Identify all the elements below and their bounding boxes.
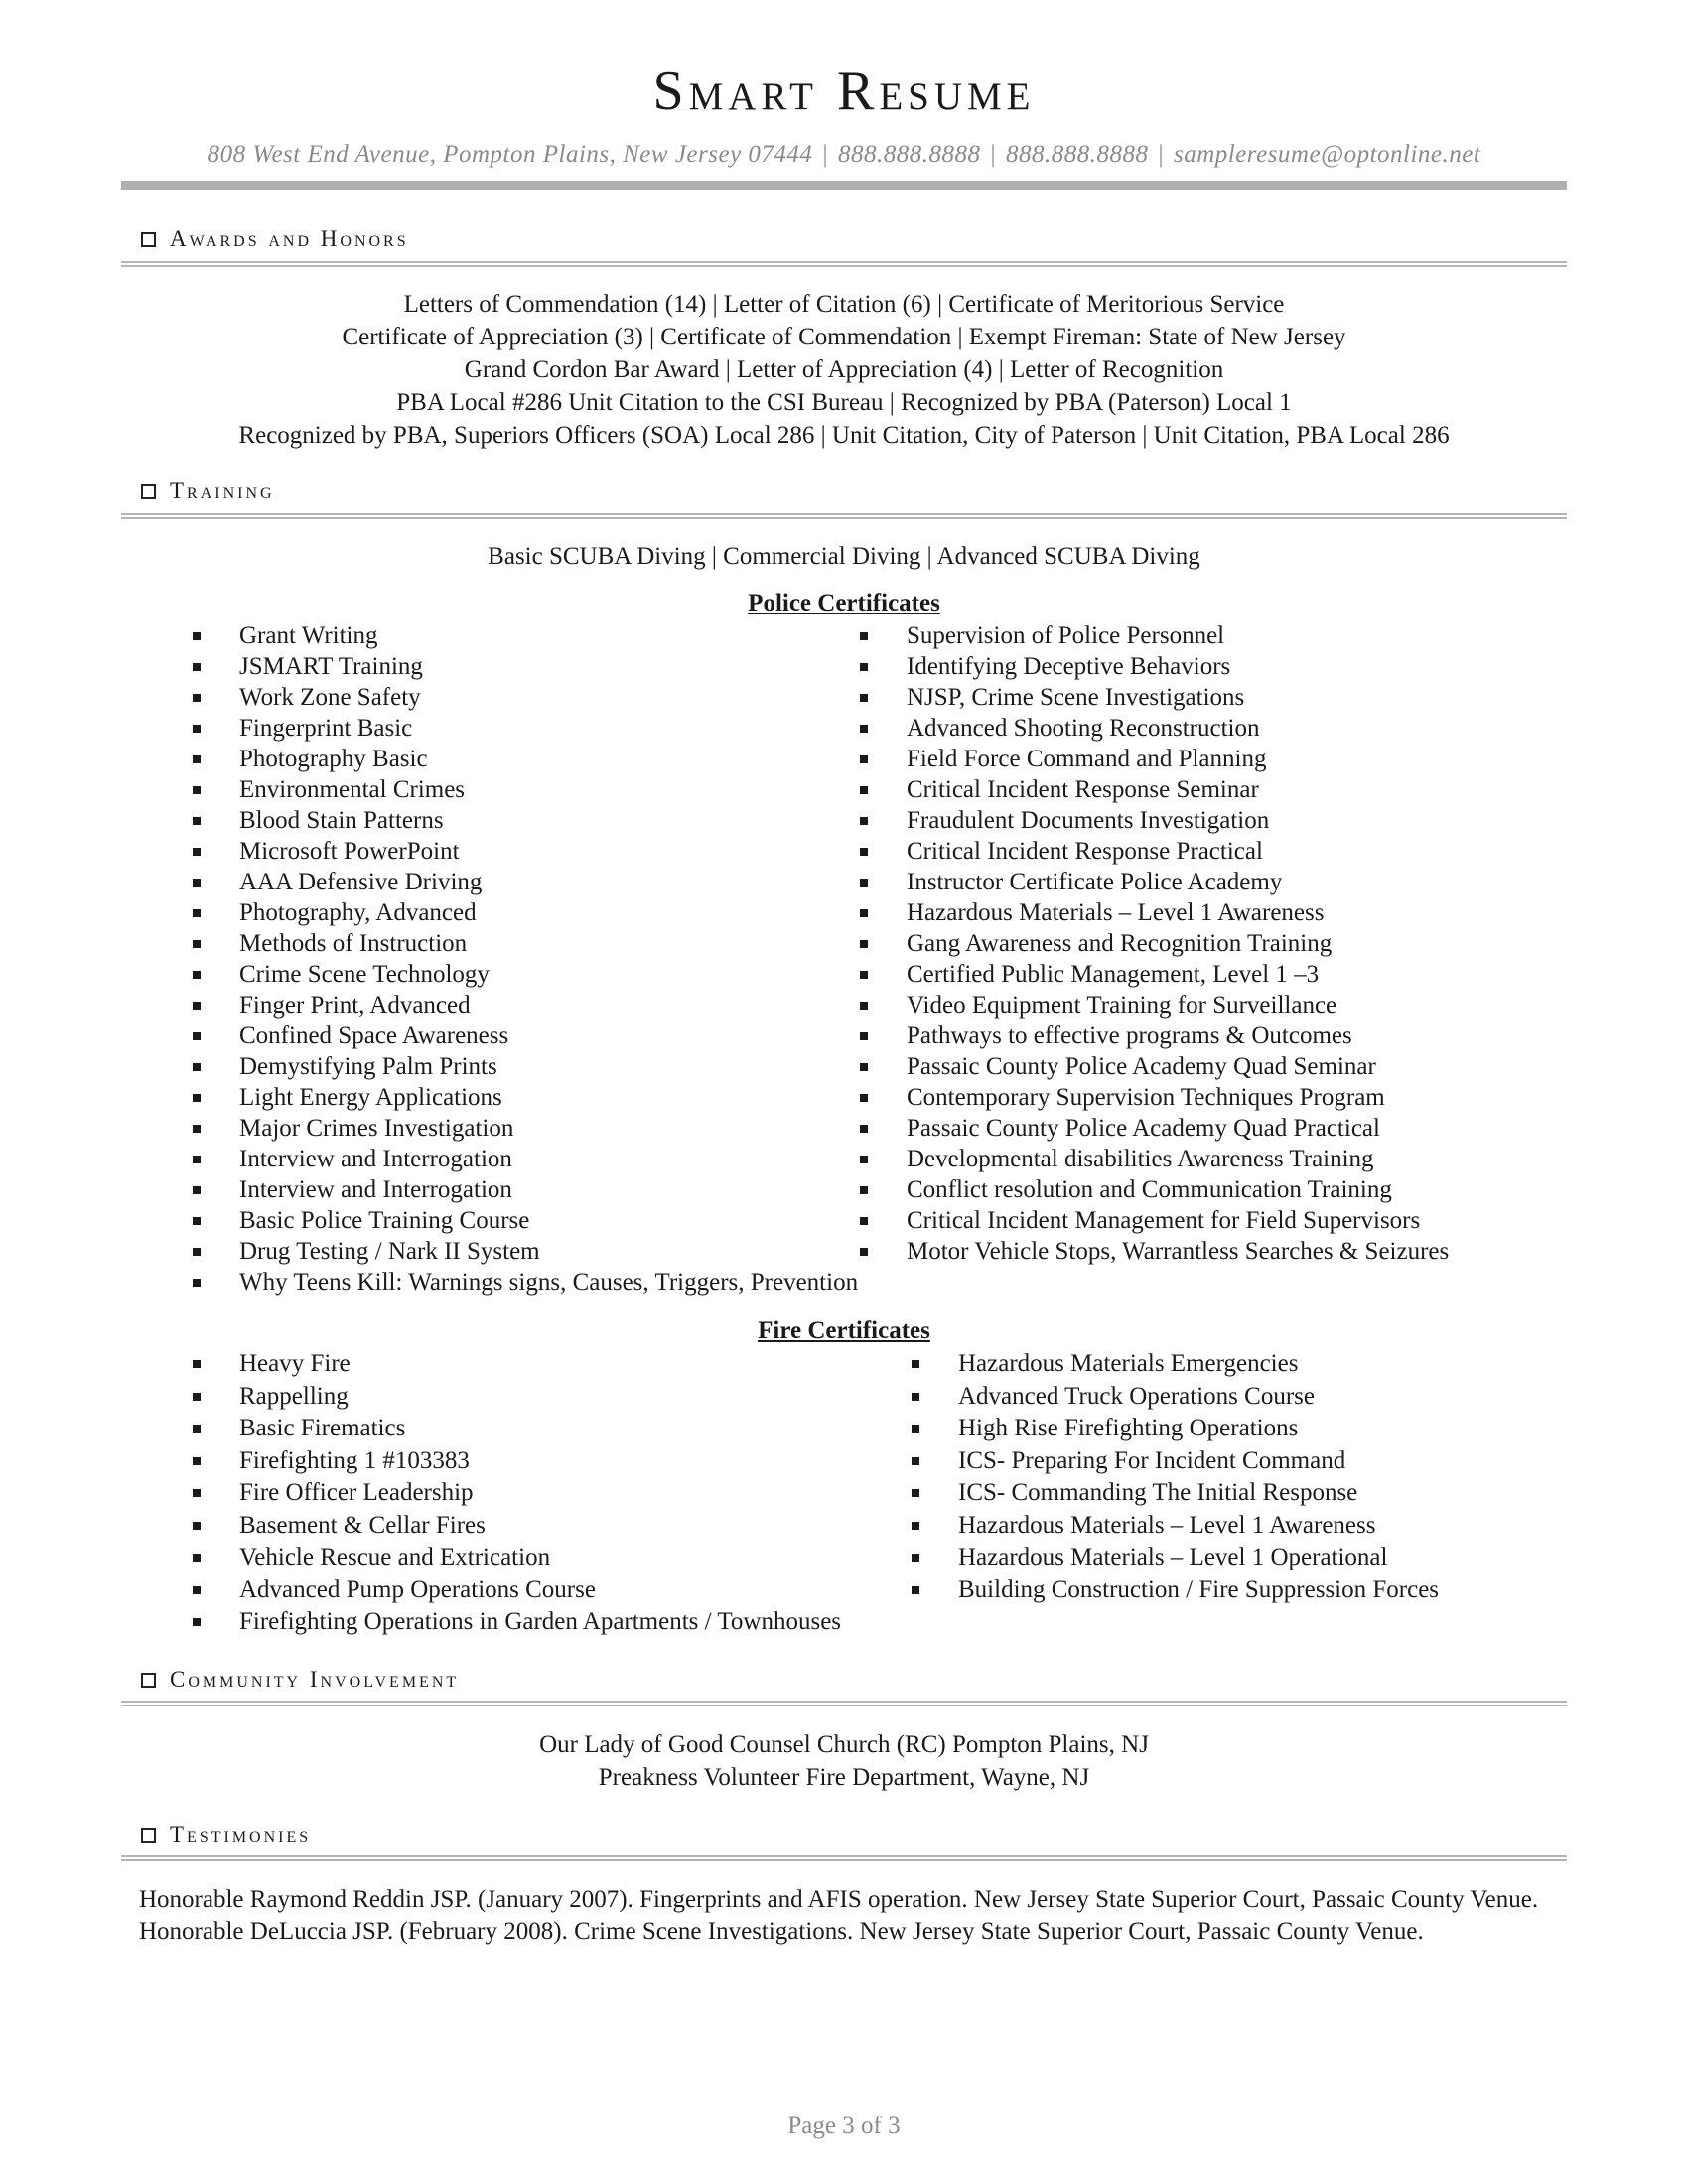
list-item: Fraudulent Documents Investigation <box>860 805 1449 836</box>
awards-divider <box>121 261 1567 267</box>
community-divider <box>121 1701 1567 1706</box>
list-item: Hazardous Materials – Level 1 Operational <box>912 1542 1439 1574</box>
awards-title-text: Awards and Honors <box>170 226 409 251</box>
checkbox-icon <box>141 232 156 247</box>
list-item: Critical Incident Response Seminar <box>860 774 1449 805</box>
list-item: Hazardous Materials – Level 1 Awareness <box>912 1510 1439 1543</box>
separator: | <box>1158 141 1164 168</box>
fire-certificates-right <box>912 1348 1439 1606</box>
awards-line: Letters of Commendation (14) | Letter of Citation (6) | Certificate of Meritorious Service <box>403 291 1285 318</box>
awards-line: Recognized by PBA, Superiors Officers (SOA) Local 286 | Unit Citation, City of Paterson | Unit Citation, PBA Local 286 <box>238 422 1450 449</box>
list-item: Field Force Command and Planning <box>860 744 1449 774</box>
list-item: ICS- Preparing For Incident Command <box>912 1445 1439 1478</box>
community-list <box>0 1728 1688 1794</box>
awards-line: PBA Local #286 Unit Citation to the CSI Bureau | Recognized by PBA (Paterson) Local 1 <box>396 389 1292 416</box>
list-item: Blood Stain Patterns <box>193 805 858 836</box>
list-item: Critical Incident Response Practical <box>860 836 1449 867</box>
list-item: Certified Public Management, Level 1 –3 <box>860 959 1449 990</box>
list-item: Photography, Advanced <box>193 897 858 928</box>
list-item: Interview and Interrogation <box>193 1144 858 1174</box>
list-item: Methods of Instruction <box>193 928 858 959</box>
list-item: Confined Space Awareness <box>193 1021 858 1051</box>
list-item: Environmental Crimes <box>193 774 858 805</box>
training-title-text: Training <box>170 478 275 503</box>
checkbox-icon <box>141 484 156 499</box>
contact-line <box>0 141 1688 169</box>
testimonies-title-text: Testimonies <box>170 1822 312 1846</box>
list-item: Identifying Deceptive Behaviors <box>860 651 1449 682</box>
community-line: Preakness Volunteer Fire Department, Wayne, NJ <box>598 1764 1090 1791</box>
list-item: Interview and Interrogation <box>193 1174 858 1205</box>
community-title-text: Community Involvement <box>170 1667 460 1692</box>
list-item: Passaic County Police Academy Quad Seminar <box>860 1051 1449 1082</box>
list-item: Grant Writing <box>193 620 858 651</box>
list-item: Microsoft PowerPoint <box>193 836 858 867</box>
address: 808 West End Avenue, Pompton Plains, New Jersey 07444 <box>207 141 813 168</box>
police-certificates-right <box>860 620 1449 1267</box>
email-address: sampleresume@optonline.net <box>1173 141 1481 168</box>
list-item: Hazardous Materials Emergencies <box>912 1348 1439 1381</box>
list-item: Crime Scene Technology <box>193 959 858 990</box>
diving-line <box>0 540 1688 573</box>
awards-section-title <box>141 226 409 252</box>
list-item: Vehicle Rescue and Extrication <box>193 1542 841 1574</box>
diving-text: Basic SCUBA Diving | Commercial Diving | Advanced SCUBA Diving <box>488 543 1200 570</box>
fire-certificates-heading: Fire Certificates <box>758 1317 930 1344</box>
list-item: Finger Print, Advanced <box>193 990 858 1021</box>
community-line: Our Lady of Good Counsel Church (RC) Pompton Plains, NJ <box>539 1731 1149 1758</box>
list-item: Video Equipment Training for Surveillance <box>860 990 1449 1021</box>
list-item: Building Construction / Fire Suppression Forces <box>912 1574 1439 1607</box>
list-item: Demystifying Palm Prints <box>193 1051 858 1082</box>
list-item: Basic Firematics <box>193 1413 841 1445</box>
list-item: Passaic County Police Academy Quad Practical <box>860 1113 1449 1144</box>
list-item: Critical Incident Management for Field Supervisors <box>860 1205 1449 1236</box>
list-item: Rappelling <box>193 1381 841 1414</box>
list-item: Basement & Cellar Fires <box>193 1510 841 1543</box>
checkbox-icon <box>141 1828 156 1843</box>
list-item: Contemporary Supervision Techniques Program <box>860 1082 1449 1113</box>
list-item: Advanced Pump Operations Course <box>193 1574 841 1607</box>
awards-list <box>0 288 1688 452</box>
list-item: Firefighting 1 #103383 <box>193 1445 841 1478</box>
list-item: Fingerprint Basic <box>193 713 858 744</box>
list-item: Work Zone Safety <box>193 682 858 713</box>
separator: | <box>990 141 996 168</box>
testimony-item: Honorable DeLuccia JSP. (February 2008). Crime Scene Investigations. New Jersey State Superior Court, Passaic County Venue. <box>139 1918 1424 1945</box>
list-item: ICS- Commanding The Initial Response <box>912 1477 1439 1510</box>
list-item: Motor Vehicle Stops, Warrantless Searches & Seizures <box>860 1236 1449 1267</box>
list-item: Instructor Certificate Police Academy <box>860 867 1449 897</box>
list-item: Hazardous Materials – Level 1 Awareness <box>860 897 1449 928</box>
training-section-title <box>141 478 275 504</box>
list-item: Photography Basic <box>193 744 858 774</box>
list-item: AAA Defensive Driving <box>193 867 858 897</box>
awards-line: Certificate of Appreciation (3) | Certificate of Commendation | Exempt Fireman: State of New Jersey <box>342 324 1346 350</box>
resume-name: Smart Resume <box>652 61 1036 122</box>
list-item: Fire Officer Leadership <box>193 1477 841 1510</box>
list-item: Firefighting Operations in Garden Apartments / Townhouses <box>193 1606 841 1639</box>
training-divider <box>121 513 1567 519</box>
header-divider <box>121 181 1567 190</box>
testimonies-section-title <box>141 1822 311 1847</box>
list-item: JSMART Training <box>193 651 858 682</box>
testimony-item: Honorable Raymond Reddin JSP. (January 2007). Fingerprints and AFIS operation. New Jersey State Superior Court, Passaic County Venue. <box>139 1886 1539 1913</box>
list-item: Heavy Fire <box>193 1348 841 1381</box>
police-certificates-left <box>193 620 858 1297</box>
list-item: Drug Testing / Nark II System <box>193 1236 858 1267</box>
list-item: Major Crimes Investigation <box>193 1113 858 1144</box>
testimonies-divider <box>121 1855 1567 1861</box>
page-number: Page 3 of 3 <box>787 2113 901 2139</box>
list-item: Developmental disabilities Awareness Training <box>860 1144 1449 1174</box>
list-item: Advanced Shooting Reconstruction <box>860 713 1449 744</box>
fire-certificates-left <box>193 1348 841 1639</box>
list-item: NJSP, Crime Scene Investigations <box>860 682 1449 713</box>
phone-secondary: 888.888.8888 <box>1005 141 1149 168</box>
phone-primary: 888.888.8888 <box>837 141 981 168</box>
checkbox-icon <box>141 1673 156 1688</box>
list-item: Advanced Truck Operations Course <box>912 1381 1439 1414</box>
separator: | <box>822 141 828 168</box>
list-item: High Rise Firefighting Operations <box>912 1413 1439 1445</box>
community-section-title <box>141 1667 459 1693</box>
police-certificates-heading: Police Certificates <box>748 590 940 616</box>
testimonies-list <box>139 1884 1549 1948</box>
list-item: Pathways to effective programs & Outcomes <box>860 1021 1449 1051</box>
list-item: Conflict resolution and Communication Training <box>860 1174 1449 1205</box>
list-item: Basic Police Training Course <box>193 1205 858 1236</box>
list-item: Light Energy Applications <box>193 1082 858 1113</box>
awards-line: Grand Cordon Bar Award | Letter of Appreciation (4) | Letter of Recognition <box>464 356 1224 383</box>
list-item: Supervision of Police Personnel <box>860 620 1449 651</box>
list-item: Gang Awareness and Recognition Training <box>860 928 1449 959</box>
list-item: Why Teens Kill: Warnings signs, Causes, Triggers, Prevention <box>193 1267 858 1297</box>
